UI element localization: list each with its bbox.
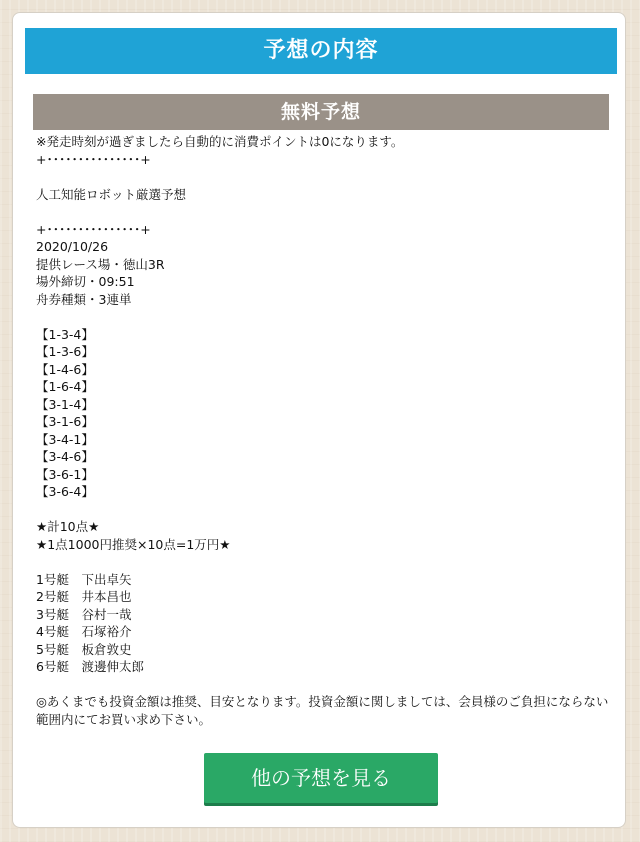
boat-racer: 3号艇 谷村一哉 (36, 606, 132, 622)
disclaimer-text: ◎あくまでも投資金額は推奨、目安となります。投資金額に関しましては、会員様のご負担にならない範囲内にてお買い求め下さい。 (36, 694, 609, 727)
blank-line (36, 501, 616, 519)
combination-item: 【1-3-6】 (36, 344, 94, 359)
blank-line (36, 676, 616, 694)
blank-line (36, 308, 616, 326)
notice-text: ※発走時刻が過ぎましたら自動的に消費ポイントは0になります。 (36, 134, 404, 149)
race-date: 2020/10/26 (36, 239, 109, 254)
boat-racer: 1号艇 下出卓矢 (36, 571, 132, 587)
blank-line (36, 203, 616, 221)
combination-item: 【3-4-1】 (36, 431, 94, 447)
prediction-card (12, 12, 626, 828)
race-venue: 提供レース場・徳山3R (36, 256, 165, 272)
prediction-content (36, 133, 616, 728)
boat-racer: 5号艇 板倉敦史 (36, 641, 132, 657)
combination-item: 【3-6-1】 (36, 466, 94, 482)
combination-item: 【3-1-6】 (36, 414, 94, 429)
total-points: ★計10点★ (36, 519, 100, 534)
boat-racer: 4号艇 石塚裕介 (36, 624, 132, 639)
prediction-heading: 人工知能ロボット厳選予想 (36, 186, 187, 202)
ticket-type: 舟券種類・3連単 (36, 291, 132, 307)
boat-racer: 6号艇 渡邊伸太郎 (36, 659, 144, 674)
combination-item: 【1-6-4】 (36, 379, 94, 394)
combination-item: 【3-4-6】 (36, 449, 94, 464)
combination-item: 【1-3-4】 (36, 326, 94, 342)
boat-racer: 2号艇 井本昌也 (36, 589, 132, 604)
blank-line (36, 553, 616, 571)
combination-item: 【3-1-4】 (36, 396, 94, 412)
free-prediction-header: 無料予想 (33, 94, 609, 130)
bet-recommendation: ★1点1000円推奨×10点=1万円★ (36, 536, 231, 552)
divider-top: +･･･････････････+ (36, 151, 151, 167)
divider-bottom: +･･･････････････+ (36, 221, 151, 237)
combination-item: 【3-6-4】 (36, 484, 94, 499)
page-title: 予想の内容 (25, 28, 617, 74)
combination-item: 【1-4-6】 (36, 361, 94, 377)
blank-line (36, 168, 616, 186)
race-deadline: 場外締切・09:51 (36, 274, 135, 289)
more-predictions-button[interactable]: 他の予想を見る (204, 753, 438, 803)
